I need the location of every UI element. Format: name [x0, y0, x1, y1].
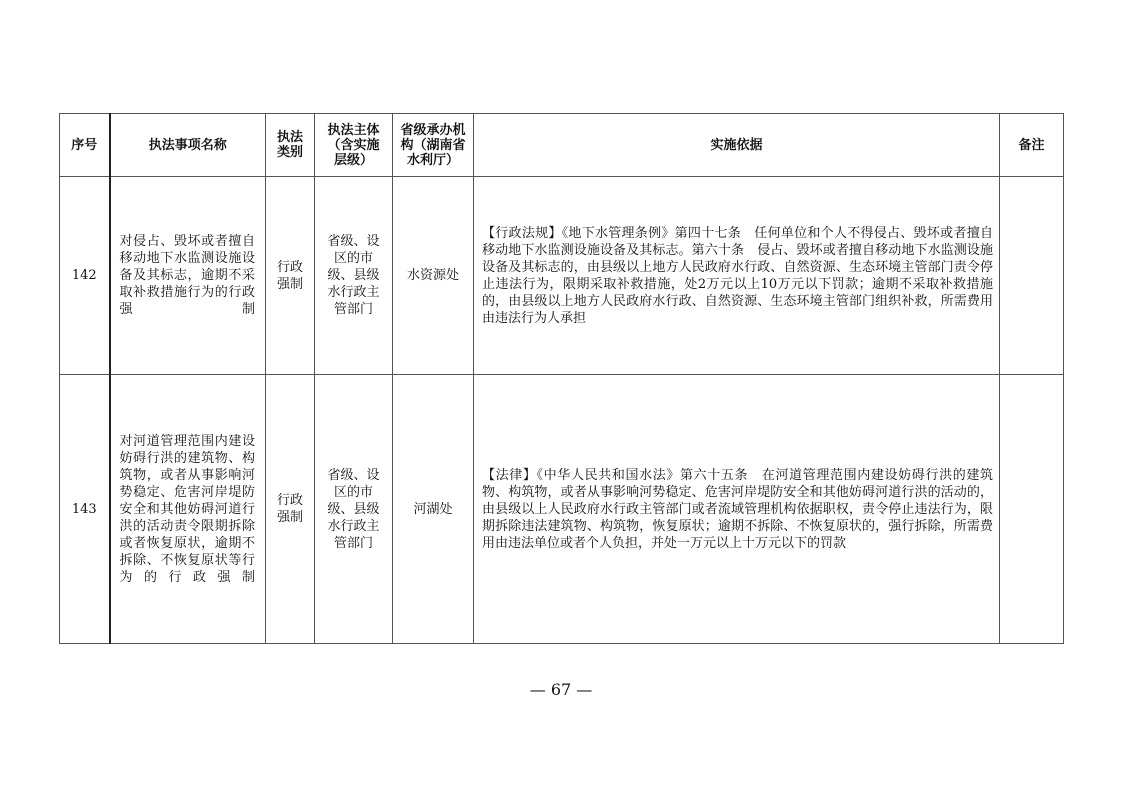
header-note: 备注: [1000, 114, 1064, 177]
enforcement-type: 行政强制: [266, 177, 315, 375]
enforcement-subject: 省级、设区的市级、县级水行政主管部门: [315, 177, 393, 375]
table-row: [60, 375, 1064, 644]
item-name: 对侵占、毁坏或者擅自移动地下水监测设施设备及其标志，逾期不采取补救措施行为的行政强制: [110, 177, 266, 375]
header-name: 执法事项名称: [110, 114, 266, 177]
table-header-row: [60, 114, 1064, 177]
responsible-org: 河湖处: [393, 375, 474, 644]
header-org: 省级承办机构（湖南省水利厅）: [393, 114, 474, 177]
remark: [1000, 375, 1064, 644]
header-basis: 实施依据: [474, 114, 1000, 177]
legal-basis: 【法律】《中华人民共和国水法》第六十五条 在河道管理范围内建设妨碍行洪的建筑物、构筑物，或者从事影响河势稳定、危害河岸堤防安全和其他妨碍河道行洪的活动的，由县级以上人民政府水行政主管部门或者流域管理机构依据职权，责令停止违法行为，限期拆除违法建筑物、构筑物，恢复原状；逾期不拆除、不恢复原状的，强行拆除，所需费用由违法单位或者个人负担，并处一万元以上十万元以下的罚款: [474, 375, 1000, 644]
row-number: 143: [60, 375, 110, 644]
remark: [1000, 177, 1064, 375]
enforcement-subject: 省级、设区的市级、县级水行政主管部门: [315, 375, 393, 644]
enforcement-type: 行政强制: [266, 375, 315, 644]
enforcement-items-table: [59, 113, 1064, 644]
header-type: 执法类别: [266, 114, 315, 177]
header-no: 序号: [60, 114, 110, 177]
header-subject: 执法主体（含实施层级）: [315, 114, 393, 177]
item-name: 对河道管理范围内建设妨碍行洪的建筑物、构筑物，或者从事影响河势稳定、危害河岸堤防安全和其他妨碍河道行洪的活动责令限期拆除或者恢复原状，逾期不拆除、不恢复原状等行为的行政强制: [110, 375, 266, 644]
table-row: [60, 177, 1064, 375]
row-number: 142: [60, 177, 110, 375]
legal-basis: 【行政法规】《地下水管理条例》第四十七条 任何单位和个人不得侵占、毁坏或者擅自移动地下水监测设施设备及其标志。第六十条 侵占、毁坏或者擅自移动地下水监测设施设备及其标志的，由县级以上地方人民政府水行政、自然资源、生态环境主管部门责令停止违法行为，限期采取补救措施，处2万元以上10万元以下罚款；逾期不采取补救措施的，由县级以上地方人民政府水行政、自然资源、生态环境主管部门组织补救，所需费用由违法行为人承担: [474, 177, 1000, 375]
page-number: — 67 —: [529, 680, 593, 699]
responsible-org: 水资源处: [393, 177, 474, 375]
